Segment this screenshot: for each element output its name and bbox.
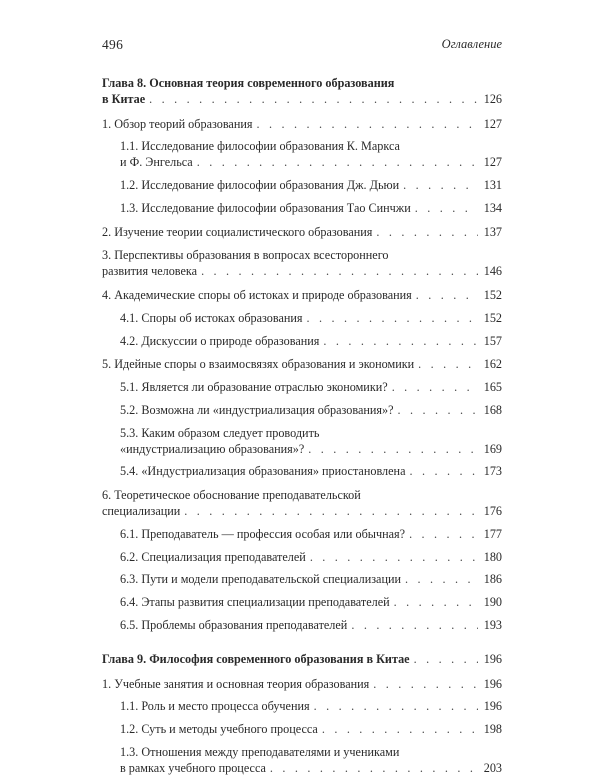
toc-page-number: 157 [483,333,502,348]
toc-page-number: 198 [483,722,502,737]
toc-entry-text: 1.1. Исследование философии образования К. Маркса [120,139,400,154]
toc-subsection [102,426,502,458]
toc-entry-text: 1.2. Суть и методы учебного процесса [120,722,318,737]
toc-entry-text: 5.1. Является ли образование отраслью экономики? [120,380,388,395]
dot-leader [314,699,478,715]
toc-subsection [102,527,502,543]
dot-leader [197,155,478,171]
toc-section [102,357,502,373]
running-title: Оглавление [441,37,502,51]
toc-page-number: 177 [483,526,502,541]
dot-leader [308,442,478,458]
toc-page-number: 169 [483,441,502,456]
toc-subsection [102,403,502,419]
dot-leader [270,761,478,777]
toc-chapter [102,652,502,668]
toc-section [102,288,502,304]
toc-page-number: 152 [483,310,502,325]
toc-entry-text: и Ф. Энгельса [120,155,193,170]
dot-leader [149,92,478,108]
toc-entry-text: Глава 9. Философия современного образования в Китае [102,651,410,666]
toc-entry-text: 6.2. Специализация преподавателей [120,549,306,564]
toc-entry-text: 5.4. «Индустриализация образования» приостановлена [120,464,406,479]
dot-leader [409,527,478,543]
toc-entry-text: 1.3. Исследование философии образования Тао Синчжи [120,200,411,215]
toc-page-number: 137 [483,224,502,239]
dot-leader [351,618,478,634]
dot-leader [201,264,478,280]
dot-leader [184,504,478,520]
toc-entry-text: 5.2. Возможна ли «индустриализация образования»? [120,402,394,417]
toc-subsection [102,699,502,715]
toc-entry-text: специализации [102,503,181,518]
toc-entry-text: «индустриализацию образования»? [120,441,305,456]
toc-subsection [102,464,502,480]
toc-page-number: 127 [483,116,502,131]
toc-chapter [102,76,502,108]
toc-page-number: 127 [483,155,502,170]
toc-subsection [102,572,502,588]
toc-page-number: 134 [483,200,502,215]
toc-section [102,225,502,241]
toc-page-number: 173 [483,464,502,479]
dot-leader [392,380,478,396]
toc-subsection [102,334,502,350]
toc-entry-text: 1.2. Исследование философии образования Дж. Дьюи [120,177,400,192]
toc-subsection [102,178,502,194]
dot-leader [256,117,478,133]
dot-leader [414,652,478,668]
toc-entry-text: 4. Академические споры об истоках и природе образования [102,287,412,302]
toc-page-number: 146 [483,264,502,279]
toc-subsection [102,595,502,611]
dot-leader [373,677,478,693]
toc-section [102,488,502,520]
dot-leader [323,334,478,350]
dot-leader [307,311,478,327]
toc-entry-text: 3. Перспективы образования в вопросах всестороннего [102,248,389,263]
dot-leader [403,178,478,194]
toc-entry-text: 4.2. Дискуссии о природе образования [120,333,320,348]
dot-leader [416,288,478,304]
toc-entry-text: 1. Обзор теорий образования [102,116,253,131]
page-header [102,37,502,55]
dot-leader [398,403,478,419]
toc-entry-text: 6. Теоретическое обоснование преподавательской [102,488,361,503]
toc-page-number: 126 [483,91,502,106]
toc-subsection [102,722,502,738]
toc-page-number: 196 [483,651,502,666]
dot-leader [376,225,478,241]
toc-entry-text: 5.3. Каким образом следует проводить [120,425,320,440]
toc-entry-text: 6.3. Пути и модели преподавательской специализации [120,572,402,587]
toc-entry-text: развития человека [102,264,198,279]
toc-entry-text: в рамках учебного процесса [120,760,266,775]
toc-page-number: 203 [483,760,502,775]
toc-entry-text: 6.5. Проблемы образования преподавателей [120,617,348,632]
dot-leader [418,357,478,373]
toc-entry-text: 1.3. Отношения между преподавателями и учениками [120,744,400,759]
toc-page-number: 131 [483,177,502,192]
toc-page-number: 165 [483,380,502,395]
toc-section [102,117,502,133]
toc-page-number: 176 [483,503,502,518]
toc-page-number: 193 [483,617,502,632]
page-number: 496 [102,37,124,52]
toc-entry-text: 6.4. Этапы развития специализации преподавателей [120,595,390,610]
toc-entry-text: 6.1. Преподаватель — профессия особая или обычная? [120,526,406,541]
toc-subsection [102,139,502,171]
toc-entry-text: Глава 8. Основная теория современного образования [102,76,395,90]
dot-leader [310,550,478,566]
dot-leader [409,464,478,480]
toc-subsection [102,618,502,634]
toc-page-number: 190 [483,595,502,610]
toc-entry-text: 5. Идейные споры о взаимосвязях образования и экономики [102,357,415,372]
toc-subsection [102,550,502,566]
dot-leader [394,595,478,611]
toc-section [102,677,502,693]
toc-entry-text: 4.1. Споры об истоках образования [120,310,303,325]
toc-page-number: 168 [483,402,502,417]
toc-subsection [102,380,502,396]
toc-entry-text: 1.1. Роль и место процесса обучения [120,699,310,714]
dot-leader [322,722,478,738]
toc-subsection [102,311,502,327]
toc-page-number: 152 [483,287,502,302]
toc-page-number: 196 [483,699,502,714]
toc-subsection [102,201,502,217]
toc-page-number: 180 [483,549,502,564]
toc-page-number: 196 [483,676,502,691]
toc-section [102,248,502,280]
toc-page-number: 186 [483,572,502,587]
toc-entry-text: в Китае [102,91,146,106]
dot-leader [415,201,478,217]
toc-page-number: 162 [483,357,502,372]
toc-entry-text: 2. Изучение теории социалистического образования [102,224,373,239]
table-of-contents [102,76,502,777]
dot-leader [405,572,478,588]
toc-entry-text: 1. Учебные занятия и основная теория образования [102,676,370,691]
